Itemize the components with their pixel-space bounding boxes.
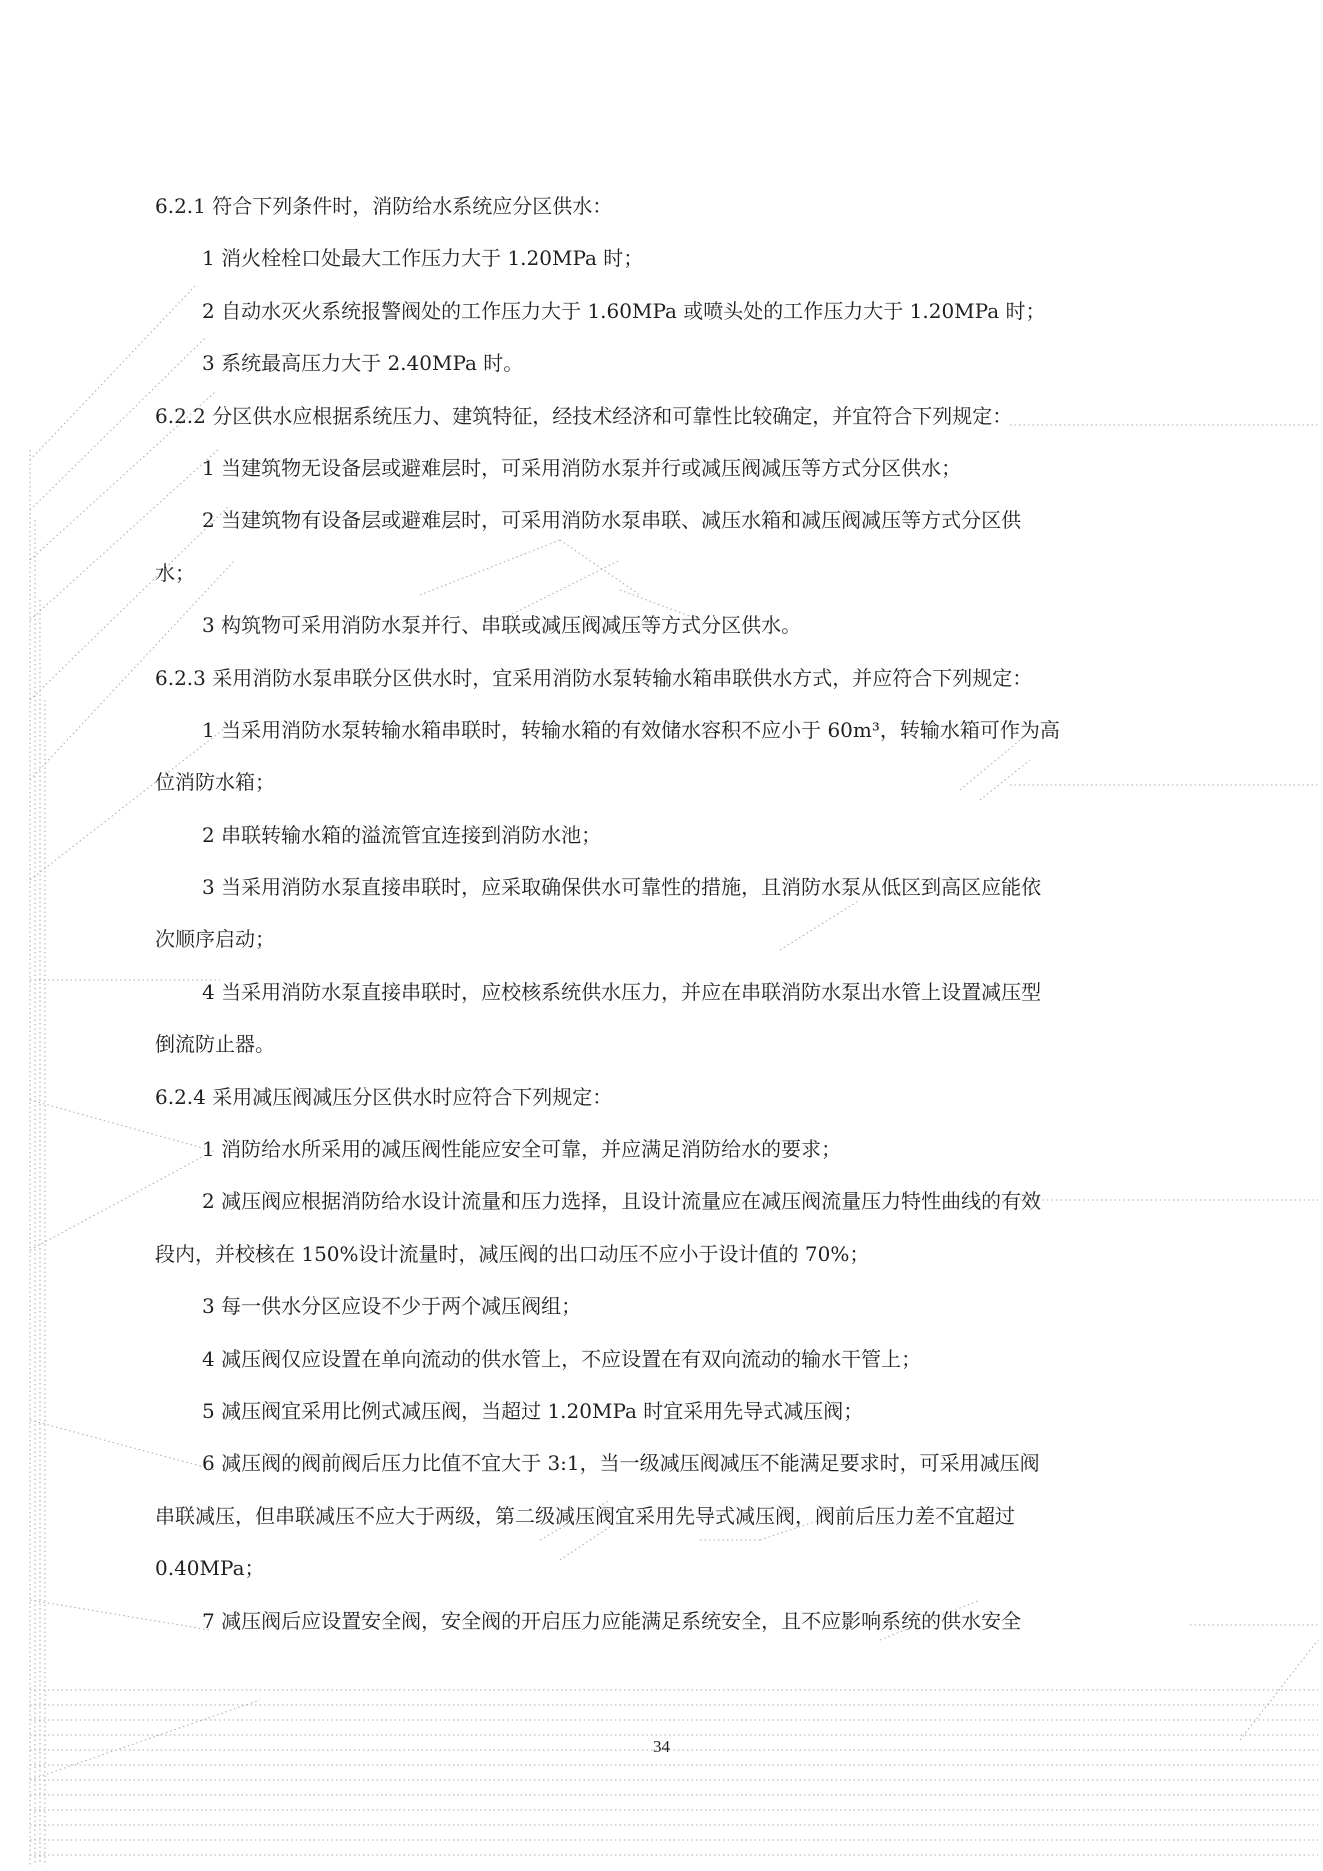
clause-item-continuation: 段内，并校核在 150%设计流量时，减压阀的出口动压不应小于设计值的 70%；	[155, 1241, 870, 1266]
clause-heading: 6.2.4 采用减压阀减压分区供水时应符合下列规定：	[155, 1084, 613, 1109]
clause-heading: 6.2.3 采用消防水泵串联分区供水时，宜采用消防水泵转输水箱串联供水方式，并应符合下列规定：	[155, 665, 1033, 690]
clause-item: 2 自动水灭火系统报警阀处的工作压力大于 1.60MPa 或喷头处的工作压力大于 1.20MPa 时；	[202, 298, 1046, 323]
clause-item: 1 当采用消防水泵转输水箱串联时，转输水箱的有效储水容积不应小于 60m³，转输水箱可作为高	[202, 717, 1060, 742]
clause-item-continuation: 倒流防止器。	[155, 1032, 275, 1057]
clause-item: 3 每一供水分区应设不少于两个减压阀组；	[202, 1294, 582, 1319]
clause-item-continuation: 0.40MPa；	[155, 1556, 265, 1581]
document-body	[155, 180, 1195, 1647]
clause-item-continuation: 次顺序启动；	[155, 927, 275, 952]
clause-item: 3 构筑物可采用消防水泵并行、串联或减压阀减压等方式分区供水。	[202, 613, 802, 638]
clause-item: 1 当建筑物无设备层或避难层时，可采用消防水泵并行或减压阀减压等方式分区供水；	[202, 455, 962, 480]
clause-item: 6 减压阀的阀前阀后压力比值不宜大于 3:1，当一级减压阀减压不能满足要求时，可采用减压阀	[202, 1451, 1040, 1476]
clause-item: 2 减压阀应根据消防给水设计流量和压力选择，且设计流量应在减压阀流量压力特性曲线的有效	[202, 1189, 1042, 1214]
clause-item: 4 减压阀仅应设置在单向流动的供水管上，不应设置在有双向流动的输水干管上；	[202, 1346, 922, 1371]
clause-item-continuation: 水；	[155, 560, 195, 585]
clause-item: 1 消火栓栓口处最大工作压力大于 1.20MPa 时；	[202, 246, 644, 271]
clause-item: 2 当建筑物有设备层或避难层时，可采用消防水泵串联、减压水箱和减压阀减压等方式分区供	[202, 508, 1022, 533]
clause-item: 2 串联转输水箱的溢流管宜连接到消防水池；	[202, 822, 602, 847]
clause-item: 4 当采用消防水泵直接串联时，应校核系统供水压力，并应在串联消防水泵出水管上设置减压型	[202, 979, 1042, 1004]
clause-item: 1 消防给水所采用的减压阀性能应安全可靠，并应满足消防给水的要求；	[202, 1137, 842, 1162]
clause-item: 3 当采用消防水泵直接串联时，应采取确保供水可靠性的措施，且消防水泵从低区到高区应能依	[202, 875, 1042, 900]
clause-item: 7 减压阀后应设置安全阀，安全阀的开启压力应能满足系统安全，且不应影响系统的供水安全	[202, 1608, 1022, 1633]
clause-item-continuation: 位消防水箱；	[155, 770, 275, 795]
clause-heading: 6.2.2 分区供水应根据系统压力、建筑特征，经技术经济和可靠性比较确定，并宜符合下列规定：	[155, 403, 1013, 428]
clause-item: 5 减压阀宜采用比例式减压阀，当超过 1.20MPa 时宜采用先导式减压阀；	[202, 1398, 864, 1423]
page-number: 34	[653, 1737, 670, 1756]
clause-item: 3 系统最高压力大于 2.40MPa 时。	[202, 351, 524, 376]
clause-heading: 6.2.1 符合下列条件时，消防给水系统应分区供水：	[155, 194, 613, 218]
clause-item-continuation: 串联减压，但串联减压不应大于两级，第二级减压阀宜采用先导式减压阀，阀前后压力差不宜超过	[155, 1503, 1015, 1528]
